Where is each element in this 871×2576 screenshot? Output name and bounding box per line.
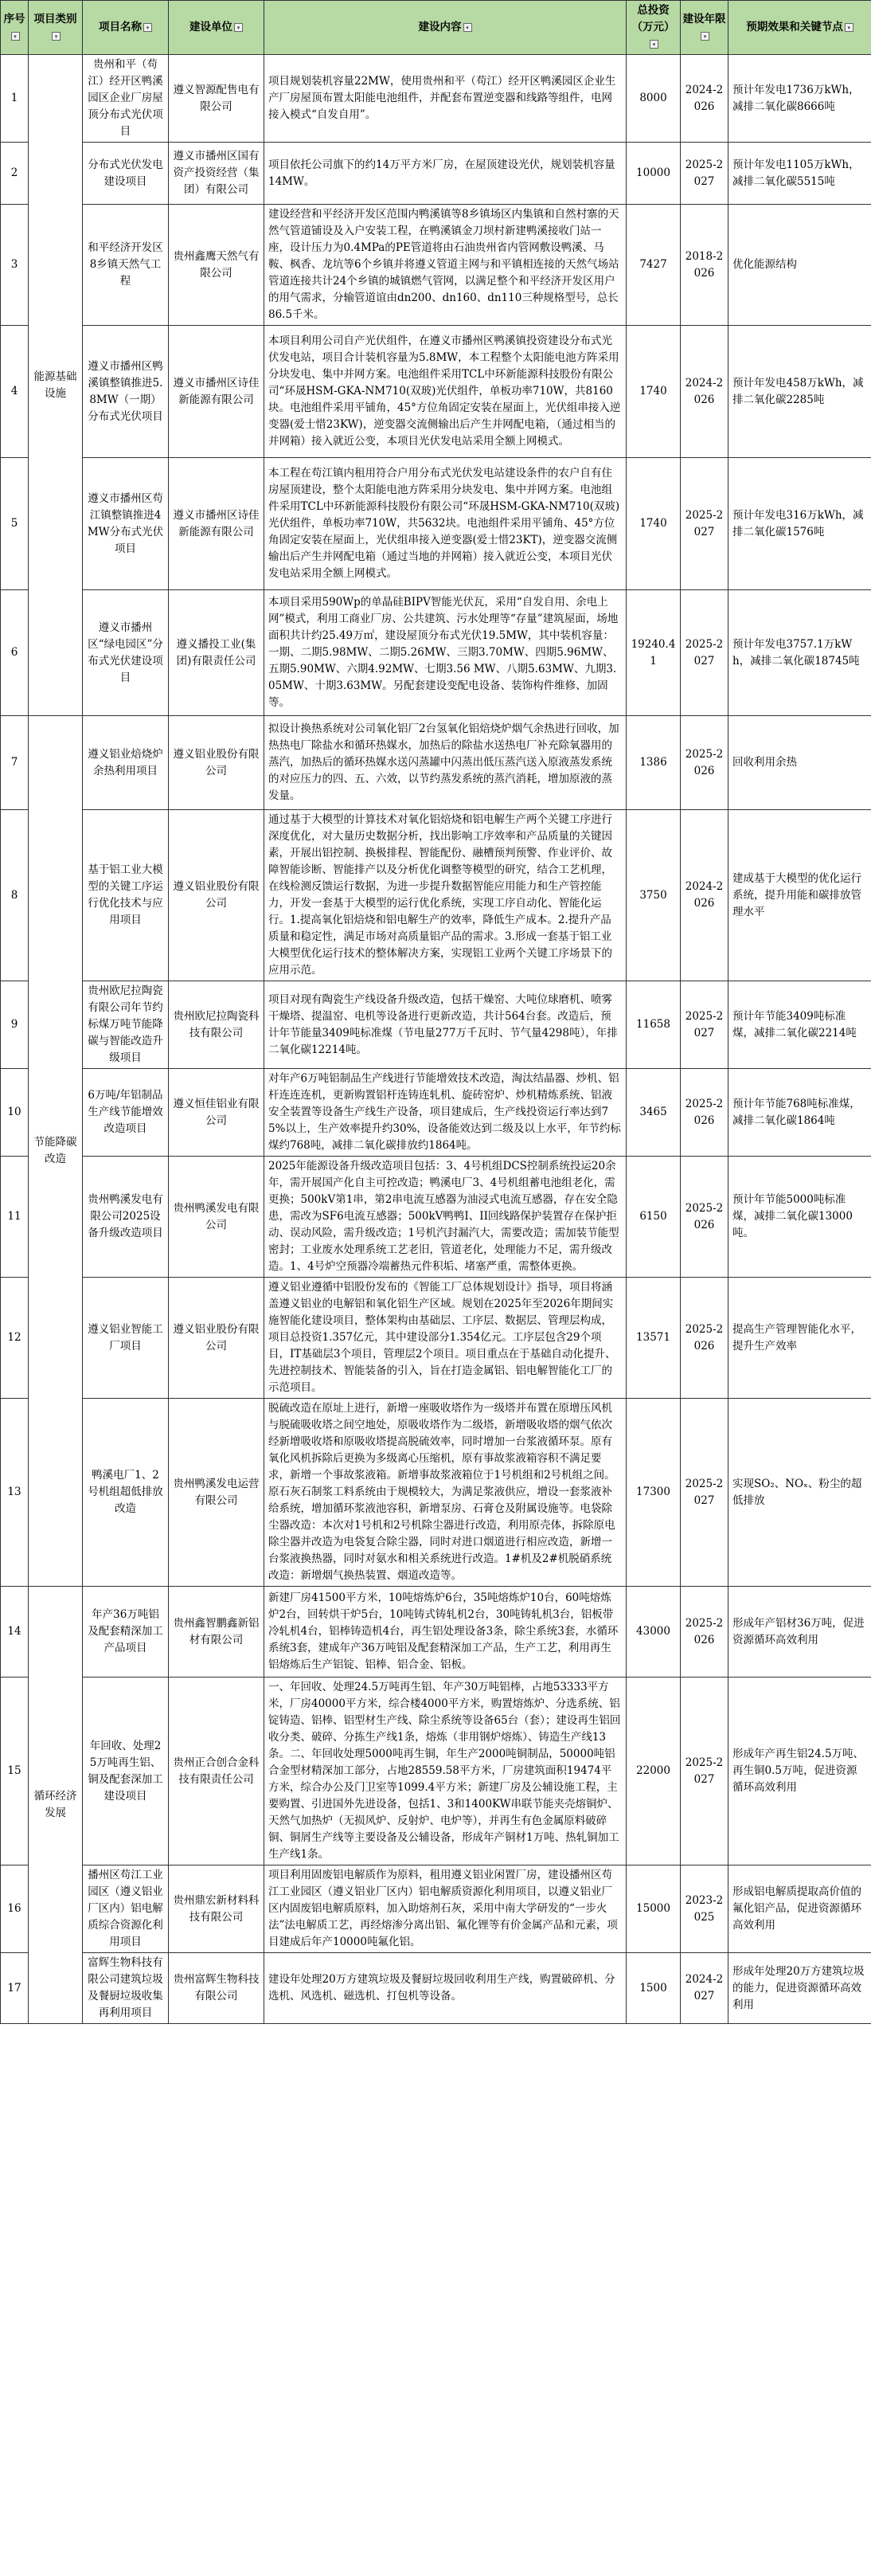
cell-effect: 回收利用余热: [728, 716, 871, 810]
cell-no: 10: [1, 1069, 29, 1157]
cell-effect: 预计年发电1736万kWh，减排二氧化碳8666吨: [728, 55, 871, 143]
cell-content: 项目依托公司旗下的约14万平方米厂房，在屋顶建设光伏，规划装机容量14MW。: [264, 143, 627, 205]
cell-category: 节能降碳改造: [29, 716, 83, 1587]
cell-name: 富辉生物科技有限公司建筑垃圾及餐厨垃圾收集再利用项目: [83, 1953, 169, 2024]
header-content[interactable]: 建设内容 ▾: [264, 1, 627, 55]
cell-name: 6万吨/年铝制品生产线节能增效改造项目: [83, 1069, 169, 1157]
cell-content: 项目利用固废铝电解质作为原料，租用遵义铝业闲置厂房，建设播州区苟江工业园区（遵义铝业厂区内）铝电解质资源化利用项目，以遵义铝业厂区内固废铝电解质原料，加入助熔剂石灰，采用中南大学研发的“一步火法”法电解质工艺，再经熔渗分离出铝、氟化锂等有价金属产品和元素，项目建成后年产10000吨氟化铝。: [264, 1865, 627, 1953]
table-row: [1, 55, 871, 143]
cell-unit: 遵义恒佳铝业有限公司: [169, 1069, 264, 1157]
table-row: [1, 326, 871, 458]
cell-no: 7: [1, 716, 29, 810]
header-years[interactable]: 建设年限▾: [681, 1, 728, 55]
cell-investment: 19240.41: [627, 590, 681, 716]
cell-effect: 形成年处理20万方建筑垃圾的能力，促进资源循环高效利用: [728, 1953, 871, 2024]
cell-investment: 1500: [627, 1953, 681, 2024]
cell-investment: 1386: [627, 716, 681, 810]
cell-name: 和平经济开发区8乡镇天然气工程: [83, 205, 169, 326]
cell-years: 2025-2027: [681, 458, 728, 590]
filter-dropdown-icon[interactable]: ▾: [463, 23, 472, 32]
cell-unit: 遵义市播州区国有资产投资经营（集团）有限公司: [169, 143, 264, 205]
cell-name: 年产36万吨铝及配套精深加工产品项目: [83, 1587, 169, 1678]
cell-investment: 8000: [627, 55, 681, 143]
cell-no: 5: [1, 458, 29, 590]
cell-no: 11: [1, 1157, 29, 1278]
cell-no: 6: [1, 590, 29, 716]
cell-name: 遵义市播州区“绿电园区”分布式光伏建设项目: [83, 590, 169, 716]
cell-years: 2025-2026: [681, 716, 728, 810]
cell-unit: 贵州鸭溪发电运营有限公司: [169, 1399, 264, 1587]
cell-investment: 13571: [627, 1278, 681, 1399]
cell-content: 建设年处理20万方建筑垃圾及餐厨垃圾回收利用生产线，购置破碎机、分选机、风选机、磁选机、打包机等设备。: [264, 1953, 627, 2024]
cell-content: 本工程在苟江镇内租用符合户用分布式光伏发电站建设条件的农户自有住房屋顶建设，整个太阳能电池方阵采用分块发电、集中并网方案。电池组件采用TCL中环新能源科技股份有限公司“环晟HSM-GKA-NM710(双玻)光伏组件，单板功率710W，共5632块。电池组件采用平铺角、45°方位角固定安装在屋面上，光伏组串接入逆变器(爱士惜23KT)，逆变器交流侧输出后产生并网配电箱（通过当地的并网箱）接入就近公变，本项目光伏发电站采用全额上网模式。: [264, 458, 627, 590]
cell-content: 对年产6万吨铝制品生产线进行节能增效技术改造，淘汰结晶器、炒机、铝杆连连连机，更新购置铝杆连铸连轧机、旋砖窑炉、炒机精炼系统、铝液安全装置等设备生产线生产设备，项目建成后，生产线投资运行率达到75%以上，生产效率提升约30%，设备能效达到二级及以上水平，年节约标煤约768吨，减排二氧化碳排放约1864吨。: [264, 1069, 627, 1157]
cell-unit: 贵州鑫鹰天然气有限公司: [169, 205, 264, 326]
table-row: [1, 1865, 871, 1953]
cell-years: 2024-2027: [681, 1953, 728, 2024]
cell-investment: 6150: [627, 1157, 681, 1278]
filter-dropdown-icon[interactable]: ▾: [701, 32, 709, 41]
cell-unit: 遵义铝业股份有限公司: [169, 1278, 264, 1399]
cell-name: 遵义市播州区鸭溪镇整镇推进5.8MW（一期）分布式光伏项目: [83, 326, 169, 458]
cell-no: 3: [1, 205, 29, 326]
cell-years: 2024-2026: [681, 55, 728, 143]
cell-unit: 贵州鸭溪发电有限公司: [169, 1157, 264, 1278]
cell-no: 14: [1, 1587, 29, 1678]
cell-name: 遵义铝业焙烧炉余热利用项目: [83, 716, 169, 810]
table-row: [1, 1399, 871, 1587]
table-row: [1, 1157, 871, 1278]
cell-content: 拟设计换热系统对公司氧化铝厂2台氢氧化铝焙烧炉烟气余热进行回收，加热热电厂除盐水和循环热媒水，加热后的除盐水送热电厂补充除氧器用的蒸汽，加热后的循环热媒水送闪蒸罐中闪蒸出低压蒸汽送入原液蒸发系统的对应压力的四、五、六效，以节约蒸发系统的蒸汽消耗，增加原液的蒸发量。: [264, 716, 627, 810]
cell-unit: 遵义智源配售电有限公司: [169, 55, 264, 143]
cell-years: 2024-2026: [681, 326, 728, 458]
cell-category: 循环经济发展: [29, 1587, 83, 2024]
cell-no: 9: [1, 981, 29, 1069]
cell-investment: 17300: [627, 1399, 681, 1587]
cell-effect: 提高生产管理智能化水平，提升生产效率: [728, 1278, 871, 1399]
cell-years: 2025-2027: [681, 143, 728, 205]
cell-effect: 预计年发电458万kWh，减排二氧化碳2285吨: [728, 326, 871, 458]
cell-effect: 实现SO₂、NOₓ、粉尘的超低排放: [728, 1399, 871, 1587]
cell-no: 1: [1, 55, 29, 143]
cell-name: 遵义铝业智能工厂项目: [83, 1278, 169, 1399]
cell-effect: 建成基于大模型的优化运行系统，提升用能和碳排放管理水平: [728, 810, 871, 981]
cell-name: 贵州欧尼拉陶瓷有限公司年节约标煤万吨节能降碳与智能改造升级项目: [83, 981, 169, 1069]
table-row: [1, 1278, 871, 1399]
cell-years: 2025-2026: [681, 1069, 728, 1157]
cell-name: 贵州鸭溪发电有限公司2025设备升级改造项目: [83, 1157, 169, 1278]
table-row: [1, 716, 871, 810]
cell-content: 一、年回收、处理24.5万吨再生铝、年产30万吨铝棒，占地53333平方米，厂房40000平方米，综合楼4000平方米，购置熔炼炉、分选系统、铝锭铸造、铝棒、铝型材生产线、除尘系统等设备65台（套）；建设再生铝回收分类、破碎、分拣生产线1条，熔炼（非用钢炉熔炼）、铸造生产线13条。二、年回收处理5000吨再生铜，年生产2000吨铜制品，50000吨铝合金型材精深加工部分，占地28559.58平方米，厂房建筑面积19474平方米，综合办公及门卫室等1099.4平方米；新建厂房及公辅设施工程，主要购置、引进国外先进设备，包括1、3和1400KW串联节能夹壳熔铜炉、天然气加热炉（无损风炉、反射炉、电炉等），并再生有色金属原料破碎铜、铜屑生产线等主要设备及公辅设备，形成年产铜材1万吨、热轧铜加工生产线1条。: [264, 1678, 627, 1865]
table-row: [1, 810, 871, 981]
cell-years: 2025-2026: [681, 1587, 728, 1678]
table-row: [1, 1587, 871, 1678]
cell-unit: 遵义播投工业(集团)有限责任公司: [169, 590, 264, 716]
cell-years: 2024-2026: [681, 810, 728, 981]
header-unit[interactable]: 建设单位 ▾: [169, 1, 264, 55]
cell-name: 贵州和平（苟江）经开区鸭溪园区企业厂房屋顶分布式光伏项目: [83, 55, 169, 143]
cell-name: 遵义市播州区苟江镇整镇推进4MW分布式光伏项目: [83, 458, 169, 590]
cell-effect: 形成年产铝材36万吨，促进资源循环高效利用: [728, 1587, 871, 1678]
cell-investment: 1740: [627, 326, 681, 458]
cell-category: 能源基础设施: [29, 55, 83, 716]
cell-content: 2025年能源设备升级改造项目包括：3、4号机组DCS控制系统投运20余年，需开展国产化自主可控改造；鸭溪电厂3、4号机组蓄电池组老化，需更换；500kV第1串，第2串电流互感器为油浸式电流互感器，存在安全隐患，需改为SF6电流互感器；500kV鸭鸭I、II回线路保护装置存在保护拒动、误动风险，需升级改造；1号机汽封漏汽大，需要改造；需加装节能型密封；工业废水处理系统工艺老旧，管道老化，处理能力不足，需升级改造。1、4号炉空预器冷端蓄热元件积垢、堵塞严重，需整体更换。: [264, 1157, 627, 1278]
cell-no: 8: [1, 810, 29, 981]
header-effect[interactable]: 预期效果和关键节点 ▾: [728, 1, 871, 55]
cell-no: 17: [1, 1953, 29, 2024]
table-row: [1, 143, 871, 205]
cell-no: 13: [1, 1399, 29, 1587]
table-row: [1, 1678, 871, 1865]
table-row: [1, 1069, 871, 1157]
cell-effect: 预计年发电1105万kWh，减排二氧化碳5515吨: [728, 143, 871, 205]
cell-effect: 形成年产再生铝24.5万吨、再生铜0.5万吨，促进资源循环高效利用: [728, 1678, 871, 1865]
filter-dropdown-icon[interactable]: ▾: [650, 40, 658, 49]
cell-years: 2025-2027: [681, 1678, 728, 1865]
cell-effect: 预计年节能3409吨标准煤，减排二氧化碳2214吨: [728, 981, 871, 1069]
cell-no: 15: [1, 1678, 29, 1865]
cell-name: 分布式光伏发电建设项目: [83, 143, 169, 205]
cell-years: 2023-2025: [681, 1865, 728, 1953]
cell-name: 年回收、处理25万吨再生铝、铜及配套深加工建设项目: [83, 1678, 169, 1865]
table-row: [1, 981, 871, 1069]
cell-years: 2025-2027: [681, 590, 728, 716]
cell-content: 新建厂房41500平方米，10吨熔炼炉6台，35吨熔炼炉10台，60吨熔炼炉2台，回转烘干炉5台，10吨铸式铸轧机2台，30吨铸轧机3台，铝板带冷轧机4台，铝棒铸造机4台，再生铝处理设备3条，除尘系统3套，水循环系统3套，建成年产36万吨铝及配套精深加工产品，生产工艺，利用再生铝熔炼后生产铝锭、铝棒、铝合金、铝板。: [264, 1587, 627, 1678]
cell-content: 遵义铝业遵循中铝股份发布的《智能工厂总体规划设计》指导，项目将涵盖遵义铝业的电解铝和氧化铝生产区域。规划在2025年至2026年期间实施智能化建设项目，整体架构由基础层、工序层、数据层、管理层构成，项目总投资1.357亿元，其中建设部分1.354亿元。工序层包含29个项目，IT基础层3个项目，管理层2个项目。项目重点在于基础自动化提升、先进控制技术、智能装备的引入，旨在打造金属铝、铝电解智能化工厂的示范项目。: [264, 1278, 627, 1399]
filter-dropdown-icon[interactable]: ▾: [11, 32, 20, 41]
cell-no: 2: [1, 143, 29, 205]
cell-content: 项目规划装机容量22MW，使用贵州和平（苟江）经开区鸭溪园区企业生产厂房屋顶布置太阳能电池组件，并配套布置逆变器和线路等组件，电网接入模式“自发自用”。: [264, 55, 627, 143]
cell-investment: 7427: [627, 205, 681, 326]
cell-unit: 遵义铝业股份有限公司: [169, 716, 264, 810]
cell-investment: 3750: [627, 810, 681, 981]
cell-name: 基于铝工业大模型的关键工序运行优化技术与应用项目: [83, 810, 169, 981]
cell-investment: 22000: [627, 1678, 681, 1865]
header-row: [1, 1, 871, 55]
cell-investment: 15000: [627, 1865, 681, 1953]
cell-unit: 遵义市播州区诗佳新能源有限公司: [169, 326, 264, 458]
table-row: [1, 205, 871, 326]
cell-content: 建设经营和平经济开发区范围内鸭溪镇等8乡镇场区内集镇和自然村寨的天然气管道铺设及入户安装工程，在鸭溪镇金刀坝村新建鸭溪接收门站一座，设计压力为0.4MPa的PE管道将由石油贵州省内管网敷设鸭溪、马鞍、枫香、龙坑等6个乡镇并将遵义管道主网与和平镇相连接的天然气场站管道连接共计24个乡镇的城镇燃气管网，以满足整个和平经济开发区用户的用气需求，分输管道谊由dn200、dn160、dn110三种规格型号，总长86.5千米。: [264, 205, 627, 326]
cell-effect: 预计年发电3757.1万kWh，减排二氧化碳18745吨: [728, 590, 871, 716]
cell-no: 16: [1, 1865, 29, 1953]
table-row: [1, 458, 871, 590]
table-row: [1, 590, 871, 716]
cell-effect: 预计年节能768吨标准煤，减排二氧化碳1864吨: [728, 1069, 871, 1157]
table-body: [1, 55, 871, 2024]
cell-years: 2018-2026: [681, 205, 728, 326]
cell-unit: 贵州正合创合金科技有限责任公司: [169, 1678, 264, 1865]
filter-dropdown-icon[interactable]: ▾: [143, 23, 152, 32]
table-row: [1, 1953, 871, 2024]
cell-investment: 1740: [627, 458, 681, 590]
cell-investment: 43000: [627, 1587, 681, 1678]
cell-effect: 预计年节能5000吨标准煤，减排二氧化碳13000吨。: [728, 1157, 871, 1278]
cell-unit: 遵义市播州区诗佳新能源有限公司: [169, 458, 264, 590]
cell-unit: 贵州富辉生物科技有限公司: [169, 1953, 264, 2024]
cell-effect: 优化能源结构: [728, 205, 871, 326]
cell-investment: 10000: [627, 143, 681, 205]
cell-effect: 形成铝电解质提取高价值的氟化铝产品，促进资源循环高效利用: [728, 1865, 871, 1953]
cell-investment: 11658: [627, 981, 681, 1069]
header-name[interactable]: 项目名称 ▾: [83, 1, 169, 55]
filter-dropdown-icon[interactable]: ▾: [234, 23, 243, 32]
filter-dropdown-icon[interactable]: ▾: [845, 23, 853, 32]
cell-name: 鸭溪电厂1、2号机组超低排放改造: [83, 1399, 169, 1587]
cell-years: 2025-2026: [681, 1157, 728, 1278]
cell-content: 脱硫改造在原址上进行，新增一座吸收塔作为一级塔并布置在原增压风机与脱硫吸收塔之间空地处，原吸收塔作为二级塔，新增吸收塔的烟气依次经新增吸收塔和原吸收塔提高脱硫效率，同时增加一台浆液循环泵。原有氧化风机拆除后更换为多级离心压缩机，原有事故浆液箱容积不满足要求，新增一个事故浆液箱。新增事故浆液箱位于1号机组和2号机组之间。原石灰石制浆工料系统由于规模较大，为满足浆液供应，增设一套浆液补给系统，增加循环浆液池容积，新增泵房、石膏仓及附属设施等。电袋除尘器改造：本次对1号机和2号机除尘器进行改造，利用原壳体，拆除原电除尘器并改造为电袋复合除尘器，同时对进口烟道进行相应改造，新增一台浆液换热器，同时对氨水和相关系统进行改造。1#机及2#机脱硝系统改造：新增烟气换热装置、烟道改造等。: [264, 1399, 627, 1587]
cell-no: 12: [1, 1278, 29, 1399]
cell-unit: 贵州鑫智鹏鑫新铝材有限公司: [169, 1587, 264, 1678]
cell-no: 4: [1, 326, 29, 458]
cell-content: 项目对现有陶瓷生产线设备升级改造，包括干燥窑、大吨位球磨机、喷雾干燥塔、提温窑、电机等设备进行更新改造，共计564台套。改造后，预计年节能量3409吨标准煤（节电量277万千瓦时、节气量4298吨），年排二氧化碳12214吨。: [264, 981, 627, 1069]
cell-years: 2025-2027: [681, 981, 728, 1069]
header-category[interactable]: 项目类别▾: [29, 1, 83, 55]
cell-unit: 贵州欧尼拉陶瓷科技有限公司: [169, 981, 264, 1069]
cell-years: 2025-2026: [681, 1278, 728, 1399]
cell-name: 播州区苟江工业园区（遵义铝业厂区内）铝电解质综合资源化利用项目: [83, 1865, 169, 1953]
cell-investment: 3465: [627, 1069, 681, 1157]
header-no[interactable]: 序号▾: [1, 1, 29, 55]
cell-unit: 贵州鼎宏新材料科技有限公司: [169, 1865, 264, 1953]
filter-dropdown-icon[interactable]: ▾: [52, 32, 61, 41]
cell-content: 通过基于大模型的计算技术对氧化铝焙烧和铝电解生产两个关键工序进行深度优化，对大量历史数据分析，找出影响工序效率和产品质量的关键因素，开展出铝控制、换极排程、智能配份、融槽预判预警、作业评价、故障智能诊断、智能排产以及分析优化调整等模型的研究，结合工艺机理，在线检测反馈运行数据，为进一步提升数据智能应用能力和生产管控能力，开发一套基于大模型的运行优化系统，实现工序自动化、智能化运行。1.提高氧化铝焙烧和铝电解生产的效率，降低生产成本。2.提升产品质量和稳定性，满足市场对高质量铝产品的需求。3.形成一套基于铝工业大模型优化运行技术的整体解决方案，实现铝工业两个关键工序场景下的应用示范。: [264, 810, 627, 981]
cell-unit: 遵义铝业股份有限公司: [169, 810, 264, 981]
cell-effect: 预计年发电316万kWh，减排二氧化碳1576吨: [728, 458, 871, 590]
header-investment[interactable]: 总投资（万元）▾: [627, 1, 681, 55]
cell-content: 本项目采用590Wp的单晶硅BIPV智能光伏瓦，采用“自发自用、余电上网”模式，利用工商业厂房、公共建筑、污水处理等“存量”建筑屋面，场地面积共计约25.49万㎡，建设屋顶分布式光伏19.5MW，其中装机容量：一期、二期5.98MW、二期5.26MW、三期3.70MW、四期5.96MW、五期5.90MW、六期4.92MW、七期3.56 MW、八期5.63MW、九期3.05MW、十期3.63MW。另配套建设变配电设备、装饰构件维修、加固等。: [264, 590, 627, 716]
cell-years: 2025-2027: [681, 1399, 728, 1587]
cell-content: 本项目利用公司自产光伏组件，在遵义市播州区鸭溪镇投资建设分布式光伏发电站，项目合计装机容量为5.8MW，本工程整个太阳能电池方阵采用分块发电、集中并网方案。电池组件采用TCL中环新能源科技股份有限公司“环晟HSM-GKA-NM710(双玻)光伏组件，单板功率710W，共8160块。电池组件采用平铺角，45°方位角固定安装在屋面上，光伏组串接入逆变器(爱士惜23KW)，逆变器交流侧输出后产生并网配电箱，（通过相当的并网箱）接入就近公变，本项目光伏发电站采用全额上网模式。: [264, 326, 627, 458]
